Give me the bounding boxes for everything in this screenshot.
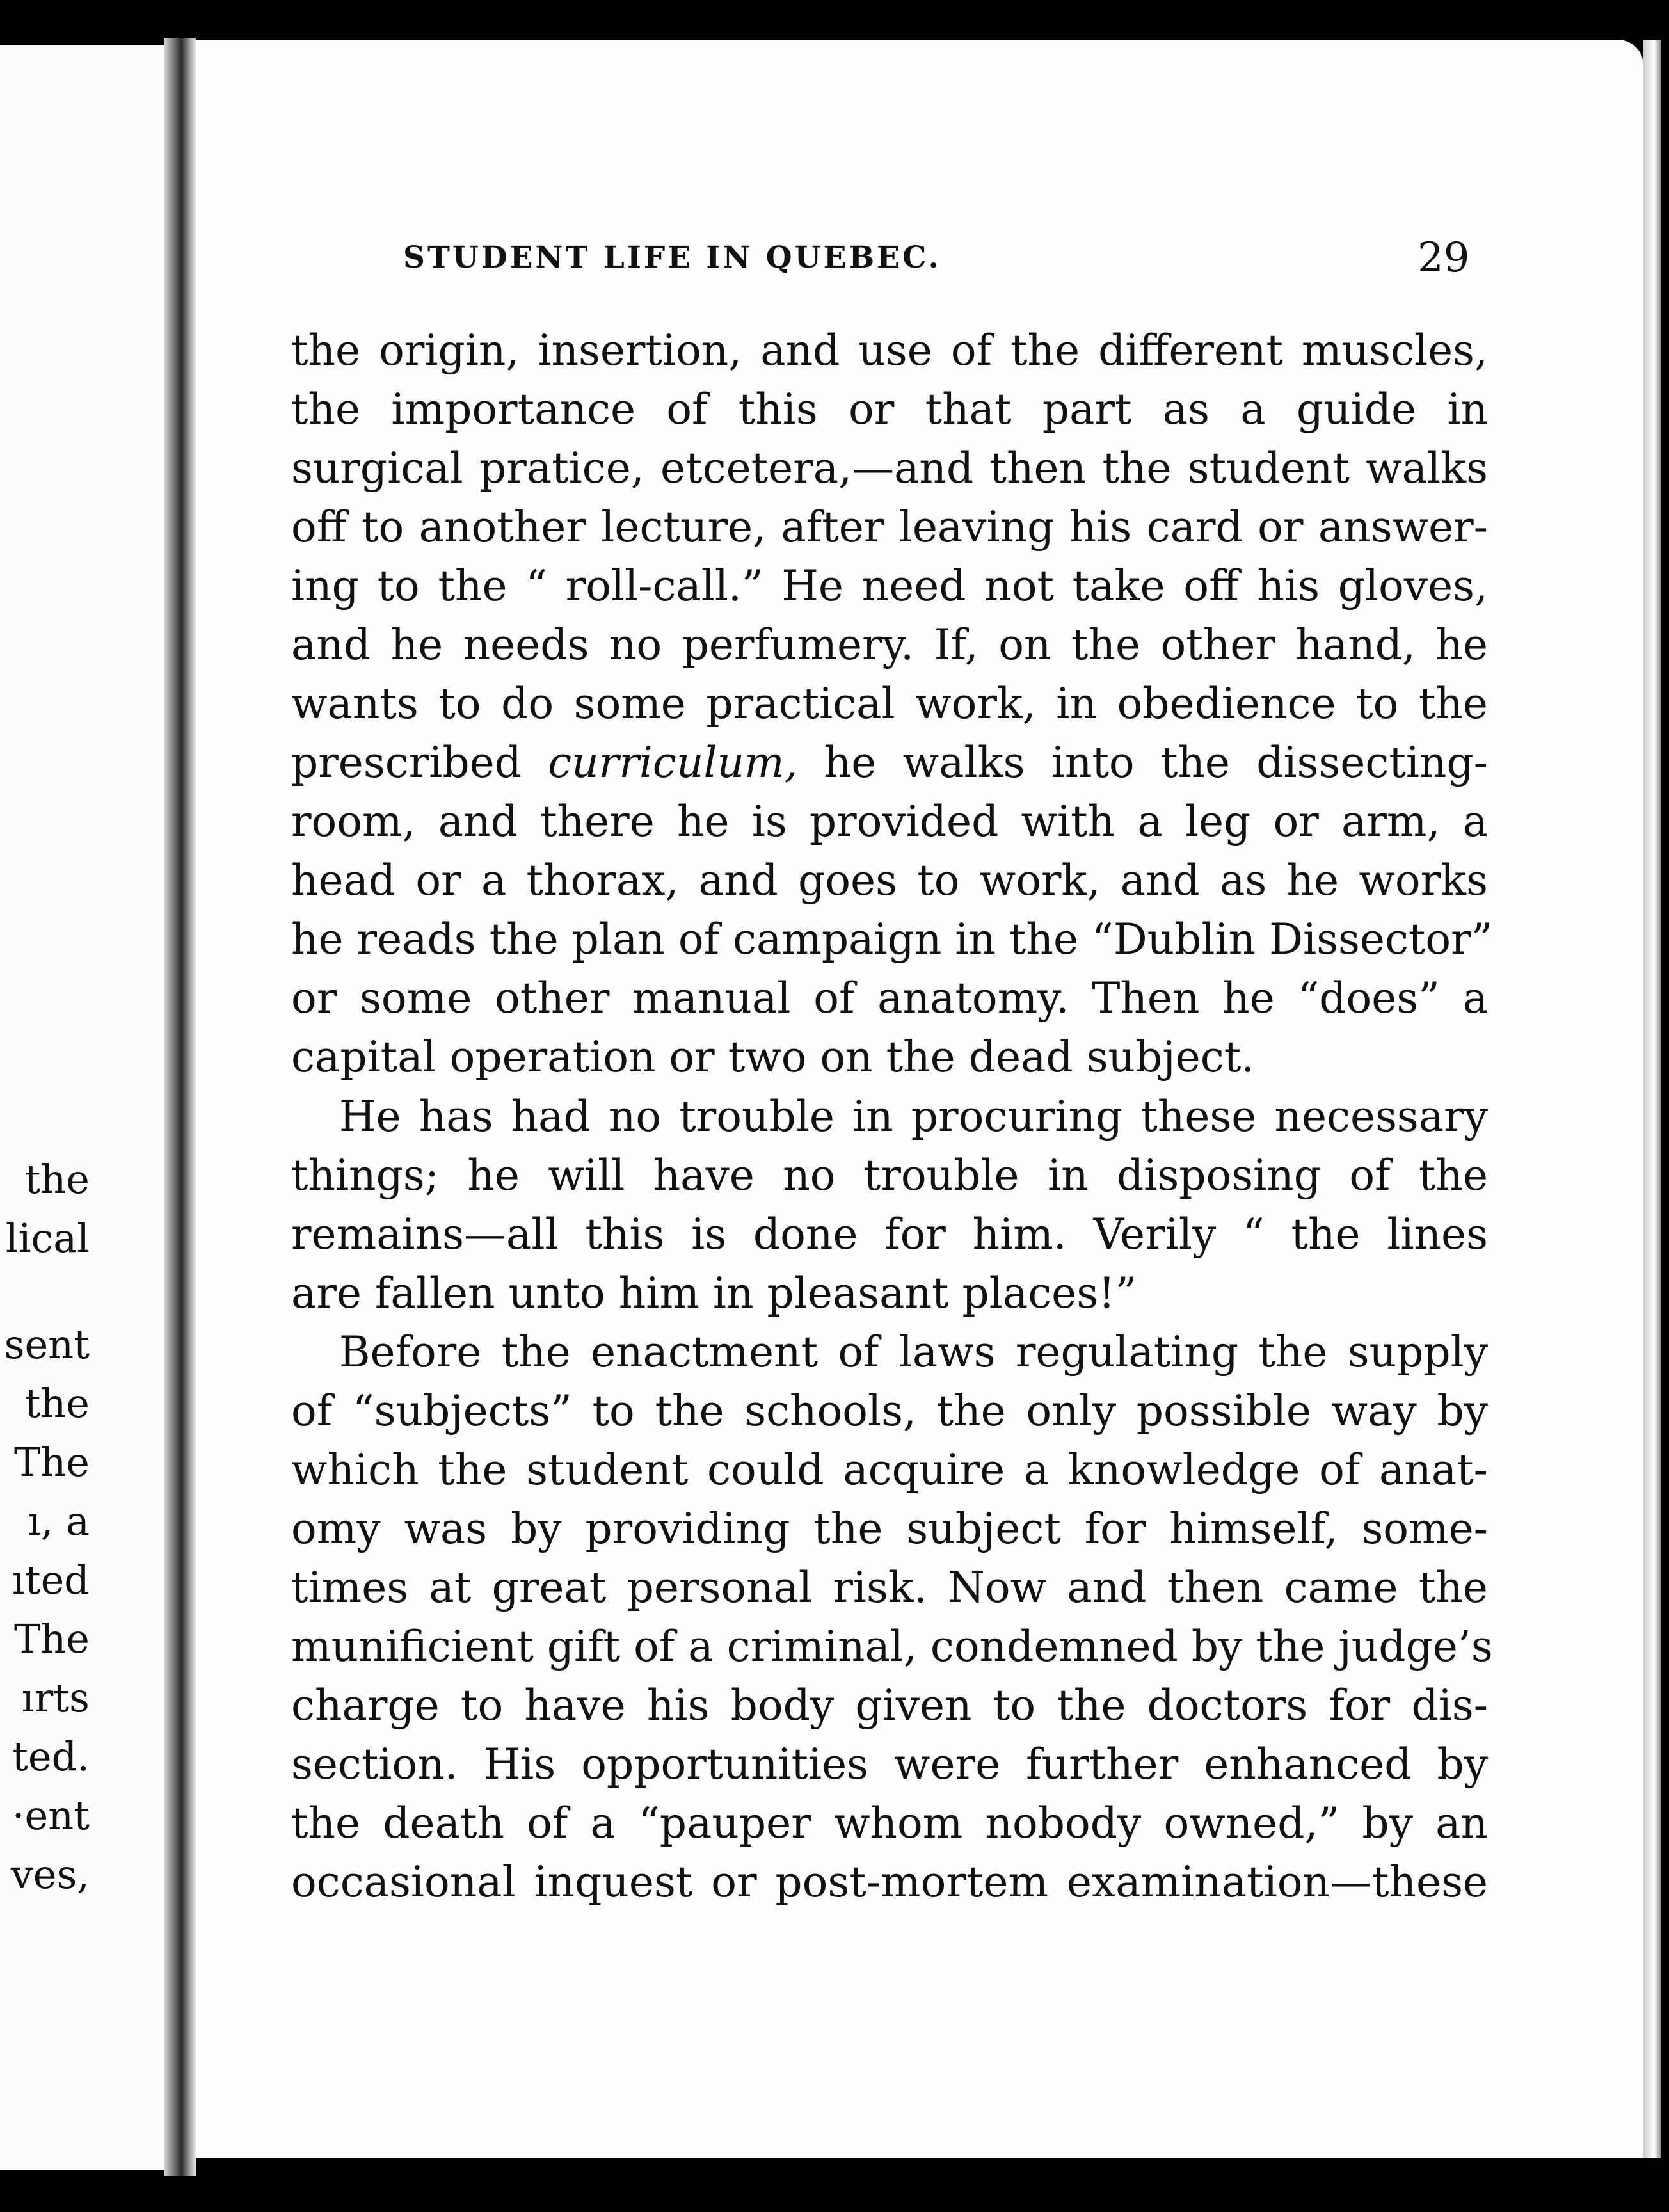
text-line: omy was by providing the subject for himself, some- xyxy=(291,1504,1488,1553)
left-page-line: ted. xyxy=(12,1733,90,1780)
text-line: of “subjects” to the schools, the only possible way by xyxy=(291,1386,1488,1436)
paragraph-first-line: He has had no trouble in procuring these necessary xyxy=(339,1092,1488,1141)
text-line: remains—all this is done for him. Verily “ the lines xyxy=(291,1210,1488,1259)
left-page-line: The xyxy=(14,1615,90,1662)
text-line: the origin, insertion, and use of the different muscles, xyxy=(291,326,1488,375)
text-line: capital operation or two on the dead subject. xyxy=(291,1032,1255,1082)
italic-word: curriculum, xyxy=(548,738,798,787)
left-page-line: The xyxy=(14,1439,90,1486)
text-line: he reads the plan of campaign in the “Dublin Dissector” xyxy=(291,915,1493,964)
text-line-with-italic xyxy=(291,738,1489,787)
text-line: which the student could acquire a knowledge of anat- xyxy=(291,1445,1488,1495)
text-line: and he needs no perfumery. If, on the other hand, he xyxy=(291,620,1488,669)
left-page-line: ırts xyxy=(21,1674,90,1721)
text-line: the death of a “pauper whom nobody owned,” by an xyxy=(291,1799,1488,1848)
text-fragment: prescribed xyxy=(291,738,522,787)
left-page-line: ıted xyxy=(12,1557,90,1603)
text-line: munificient gift of a criminal, condemned by the judge’s xyxy=(291,1622,1493,1671)
left-page-line: sent xyxy=(4,1321,90,1368)
text-line: the importance of this or that part as a guide in xyxy=(291,385,1488,434)
page-number: 29 xyxy=(1417,234,1470,282)
text-line: surgical pratice, etcetera,—and then the student walks xyxy=(291,444,1488,493)
text-line: things; he will have no trouble in disposing of the xyxy=(291,1151,1488,1200)
text-line: charge to have his body given to the doctors for dis- xyxy=(291,1681,1488,1730)
left-page-line: the xyxy=(24,1156,90,1203)
text-line: head or a thorax, and goes to work, and as he works xyxy=(291,856,1488,905)
text-line: ing to the “ roll-call.” He need not take off his gloves, xyxy=(291,561,1488,611)
text-line: occasional inquest or post-mortem examination—these xyxy=(291,1857,1488,1907)
book-gutter xyxy=(164,38,196,2176)
text-line: are fallen unto him in pleasant places!” xyxy=(291,1269,1137,1318)
text-line: times at great personal risk. Now and then came the xyxy=(291,1563,1488,1612)
text-line: wants to do some practical work, in obedience to the xyxy=(291,679,1488,728)
running-head: STUDENT LIFE IN QUEBEC. xyxy=(403,240,941,275)
left-page-line: ·ent xyxy=(12,1792,90,1839)
text-line: off to another lecture, after leaving his card or answer- xyxy=(291,502,1488,552)
left-page-line: lical xyxy=(5,1215,90,1262)
text-line: room, and there he is provided with a leg or arm, a xyxy=(291,797,1488,846)
text-fragment: he walks into the dissecting- xyxy=(824,738,1489,787)
paragraph-first-line: Before the enactment of laws regulating the supply xyxy=(339,1327,1488,1377)
text-line: section. His opportunities were further enhanced by xyxy=(291,1740,1488,1789)
text-line: or some other manual of anatomy. Then he “does” a xyxy=(291,974,1488,1023)
left-page-line: ı, a xyxy=(28,1498,90,1544)
page-edge xyxy=(1643,40,1661,2158)
left-page-line: ves, xyxy=(10,1851,90,1898)
left-page-line: the xyxy=(24,1380,90,1427)
previous-page-fragment xyxy=(0,45,192,2170)
